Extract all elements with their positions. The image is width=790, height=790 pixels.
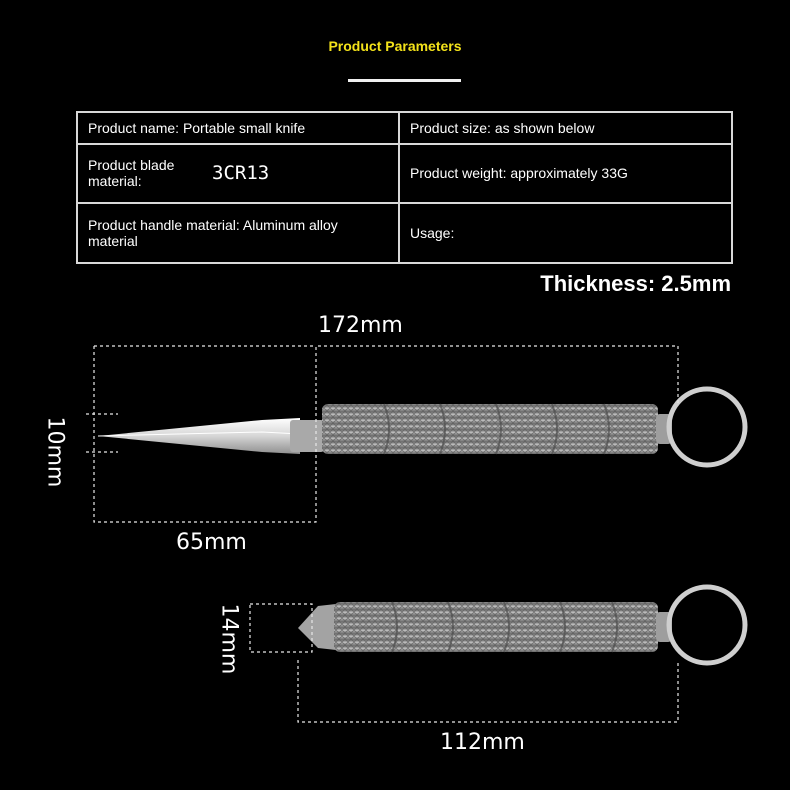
open-knife — [98, 389, 745, 465]
blade-material-label: Product blade material: — [88, 157, 175, 190]
blade-shape — [98, 418, 300, 454]
usage-cell: Usage: — [399, 203, 732, 263]
product-name-cell: Product name: Portable small knife — [77, 112, 399, 144]
tip-cap-shape — [298, 604, 336, 650]
closed-knife — [298, 587, 745, 663]
blade-length-label: 65mm — [176, 530, 247, 555]
product-size-cell: Product size: as shown below — [399, 112, 732, 144]
thickness-label: Thickness: 2.5mm — [540, 271, 731, 296]
handle-material-cell: Product handle material: Aluminum alloy material — [77, 203, 399, 263]
closed-width-label: 14mm — [216, 603, 242, 675]
key-ring-shape — [669, 389, 745, 465]
closed-length-label: 112mm — [440, 730, 525, 755]
closed-key-ring-shape — [669, 587, 745, 663]
product-weight-cell: Product weight: approximately 33G — [399, 144, 732, 204]
total-length-label: 172mm — [318, 313, 403, 338]
blade-width-label: 10mm — [42, 416, 68, 488]
blade-material-value: 3CR13 — [212, 162, 270, 185]
bolster-shape — [290, 420, 324, 452]
closed-handle-shape — [334, 602, 658, 652]
dimension-lines — [86, 346, 678, 722]
section-title: Product Parameters — [328, 38, 462, 54]
handle-shape — [322, 404, 658, 454]
